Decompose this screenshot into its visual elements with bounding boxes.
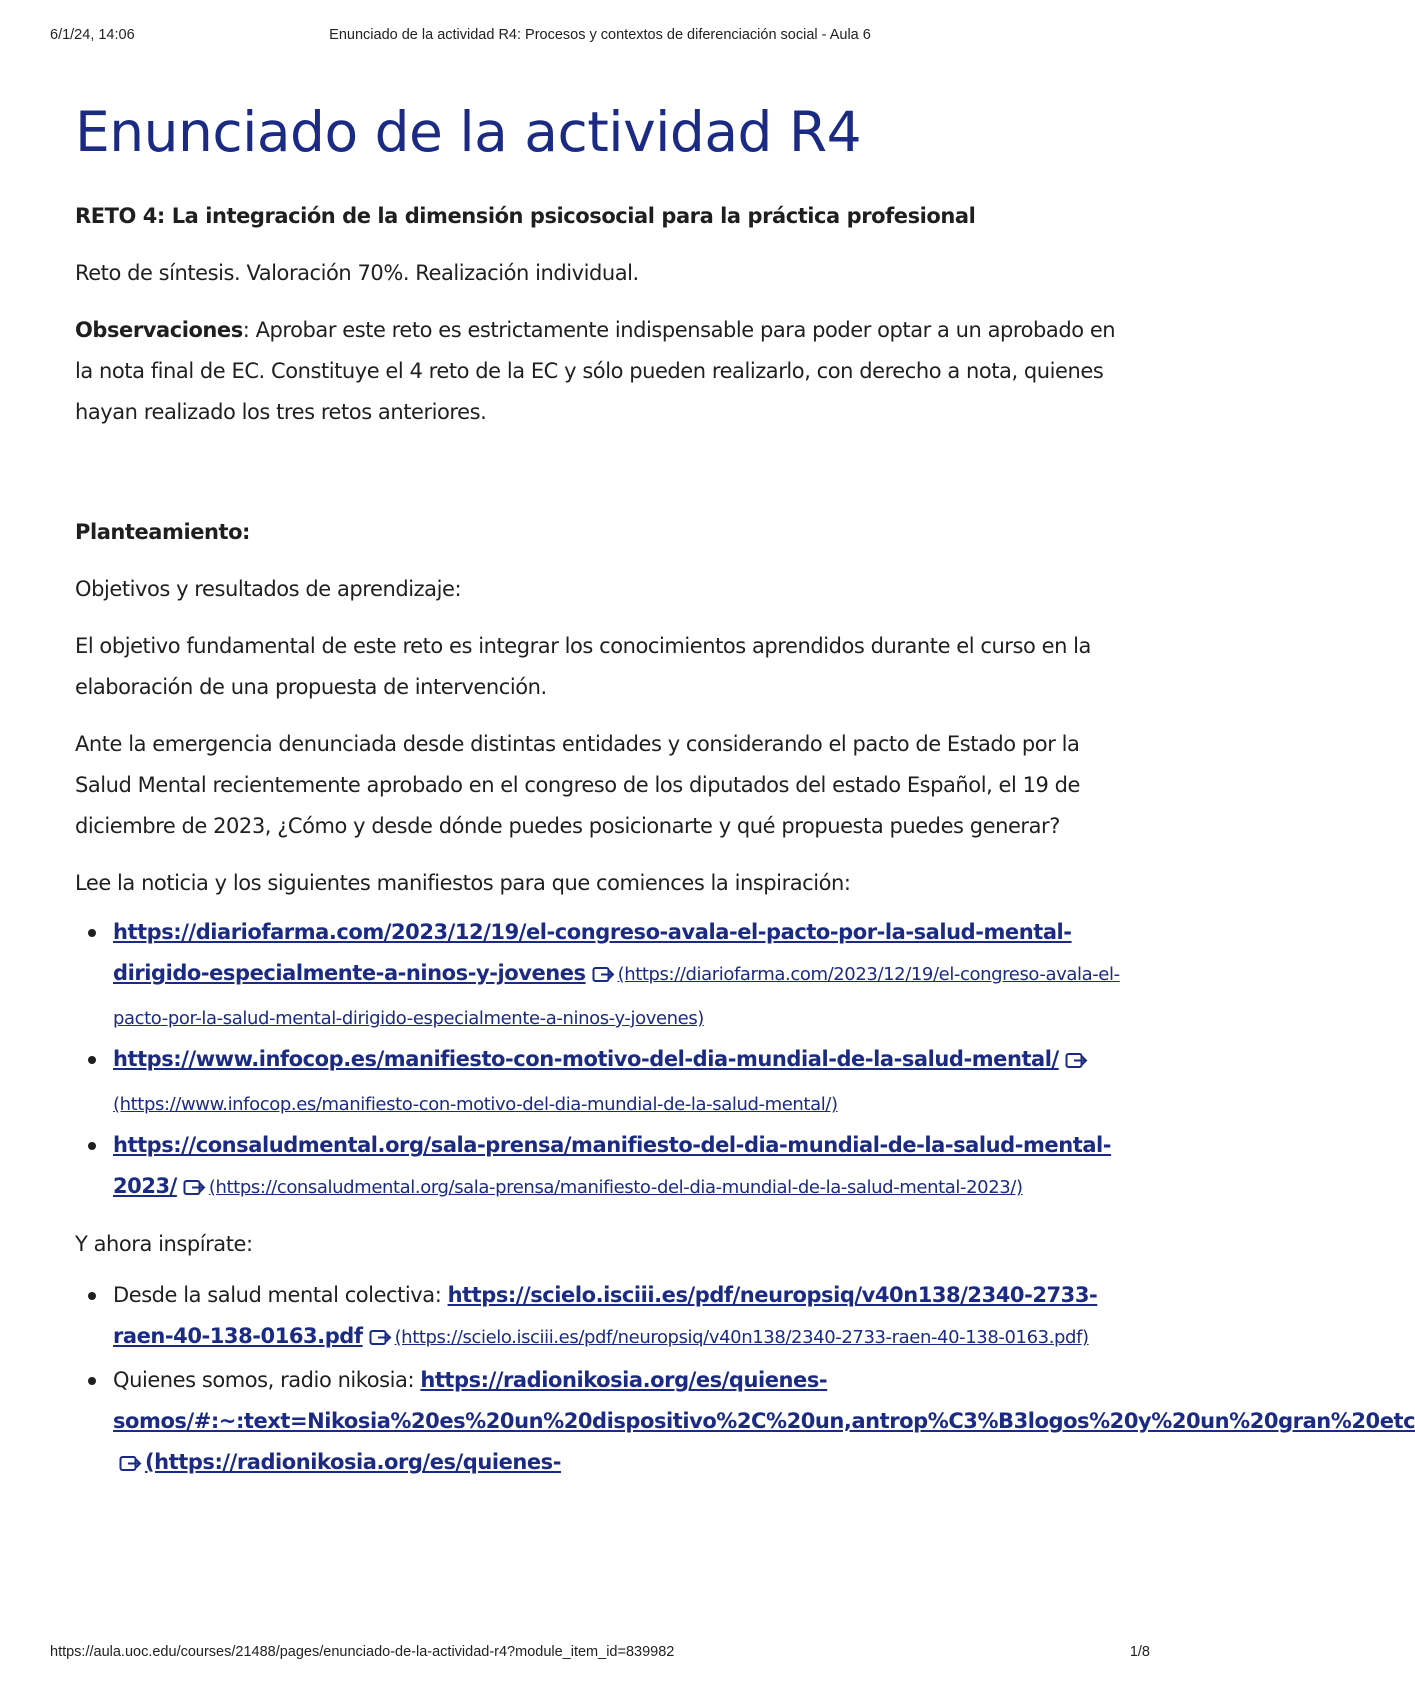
objetivos-text: Objetivos y resultados de aprendizaje:	[75, 577, 462, 601]
list-item	[113, 1125, 1135, 1210]
radionikosia-link[interactable]: https://radionikosia.org/es/quienes-somos/#:~:text=Nikosia%20es%20un%20dispositivo%2C%20un,antrop%C3%B3logos%20y%20un%20gran%20etc	[113, 1368, 1415, 1433]
objetivo-fundamental-text: El objetivo fundamental de este reto es integrar los conocimientos aprendidos durante el curso en la elaboración de una propuesta de intervención.	[75, 634, 1091, 699]
ahora-inspirate-text: Y ahora inspírate:	[75, 1232, 253, 1256]
list-item	[113, 1360, 1415, 1486]
reto-heading: RETO 4: La integración de la dimensión psicosocial para la práctica profesional	[75, 204, 976, 228]
print-date: 6/1/24, 14:06	[50, 27, 135, 43]
external-link-icon	[119, 1445, 143, 1486]
observaciones-label: Observaciones	[75, 318, 243, 342]
radionikosia-link-url[interactable]: (https://radionikosia.org/es/quienes-	[145, 1450, 561, 1474]
salud-colectiva-label: Desde la salud mental colectiva:	[113, 1283, 448, 1307]
diariofarma-link-url[interactable]: (https://diariofarma.com/2023/12/19/el-congreso-avala-el-pacto-por-la-salud-mental-dirigido-especialmente-a-ninos-y-jovenes)	[113, 964, 1120, 1029]
page-content	[75, 94, 1415, 1486]
print-page-title: Enunciado de la actividad R4: Procesos y contextos de diferenciación social - Aula 6	[329, 27, 871, 43]
observaciones-paragraph	[75, 310, 1135, 433]
consaludmental-link-url[interactable]: (https://consaludmental.org/sala-prensa/manifiesto-del-dia-mundial-de-la-salud-mental-2023/)	[208, 1177, 1023, 1198]
external-link-icon	[183, 1169, 207, 1210]
print-url: https://aula.uoc.edu/courses/21488/pages/enunciado-de-la-actividad-r4?module_item_id=839982	[50, 1644, 675, 1660]
list-item	[113, 1275, 1135, 1360]
planteamiento-heading: Planteamiento:	[75, 520, 250, 544]
print-header	[50, 27, 1150, 49]
lee-noticia-text: Lee la noticia y los siguientes manifiestos para que comiences la inspiración:	[75, 871, 851, 895]
infocop-link[interactable]: https://www.infocop.es/manifiesto-con-motivo-del-dia-mundial-de-la-salud-mental/	[113, 1047, 1059, 1071]
external-link-icon	[369, 1319, 393, 1360]
emergencia-text: Ante la emergencia denunciada desde distintas entidades y considerando el pacto de Estado por la Salud Mental recientemente aprobado en el congreso de los diputados del estado Español, el 19 de diciembre de 2023, ¿Cómo y desde dónde puedes posicionarte y qué propuesta puedes generar?	[75, 732, 1081, 838]
scielo-link-url[interactable]: (https://scielo.isciii.es/pdf/neuropsiq/v40n138/2340-2733-raen-40-138-0163.pdf)	[394, 1327, 1089, 1348]
page-title: Enunciado de la actividad R4	[75, 100, 862, 164]
sintesis-text: Reto de síntesis. Valoración 70%. Realización individual.	[75, 261, 639, 285]
scielo-link[interactable]: https://scielo.isciii.es/pdf/neuropsiq/v40n138/2340-2733-raen-40-138-0163.pdf	[113, 1283, 1098, 1348]
list-item	[113, 912, 1135, 1039]
page-number: 1/8	[1129, 1644, 1150, 1660]
external-link-icon	[592, 956, 616, 997]
consaludmental-link[interactable]: https://consaludmental.org/sala-prensa/manifiesto-del-dia-mundial-de-la-salud-mental-2023/	[113, 1133, 1112, 1198]
inspiracion-list	[75, 1275, 1415, 1486]
print-footer	[50, 1644, 1150, 1666]
manifiestos-list	[75, 912, 1135, 1210]
list-item	[113, 1039, 1135, 1125]
radio-nikosia-label: Quienes somos, radio nikosia:	[113, 1368, 421, 1392]
infocop-link-url[interactable]: (https://www.infocop.es/manifiesto-con-motivo-del-dia-mundial-de-la-salud-mental/)	[113, 1094, 838, 1115]
observaciones-text: : Aprobar este reto es estrictamente indispensable para poder optar a un aprobado en la nota final de EC. Constituye el 4 reto de la EC y sólo pueden realizarlo, con derecho a nota, quienes hayan realizado los tres retos anteriores.	[75, 318, 1116, 424]
external-link-icon	[1065, 1042, 1089, 1083]
diariofarma-link[interactable]: https://diariofarma.com/2023/12/19/el-congreso-avala-el-pacto-por-la-salud-mental-dirigido-especialmente-a-ninos-y-jovenes	[113, 920, 1072, 985]
